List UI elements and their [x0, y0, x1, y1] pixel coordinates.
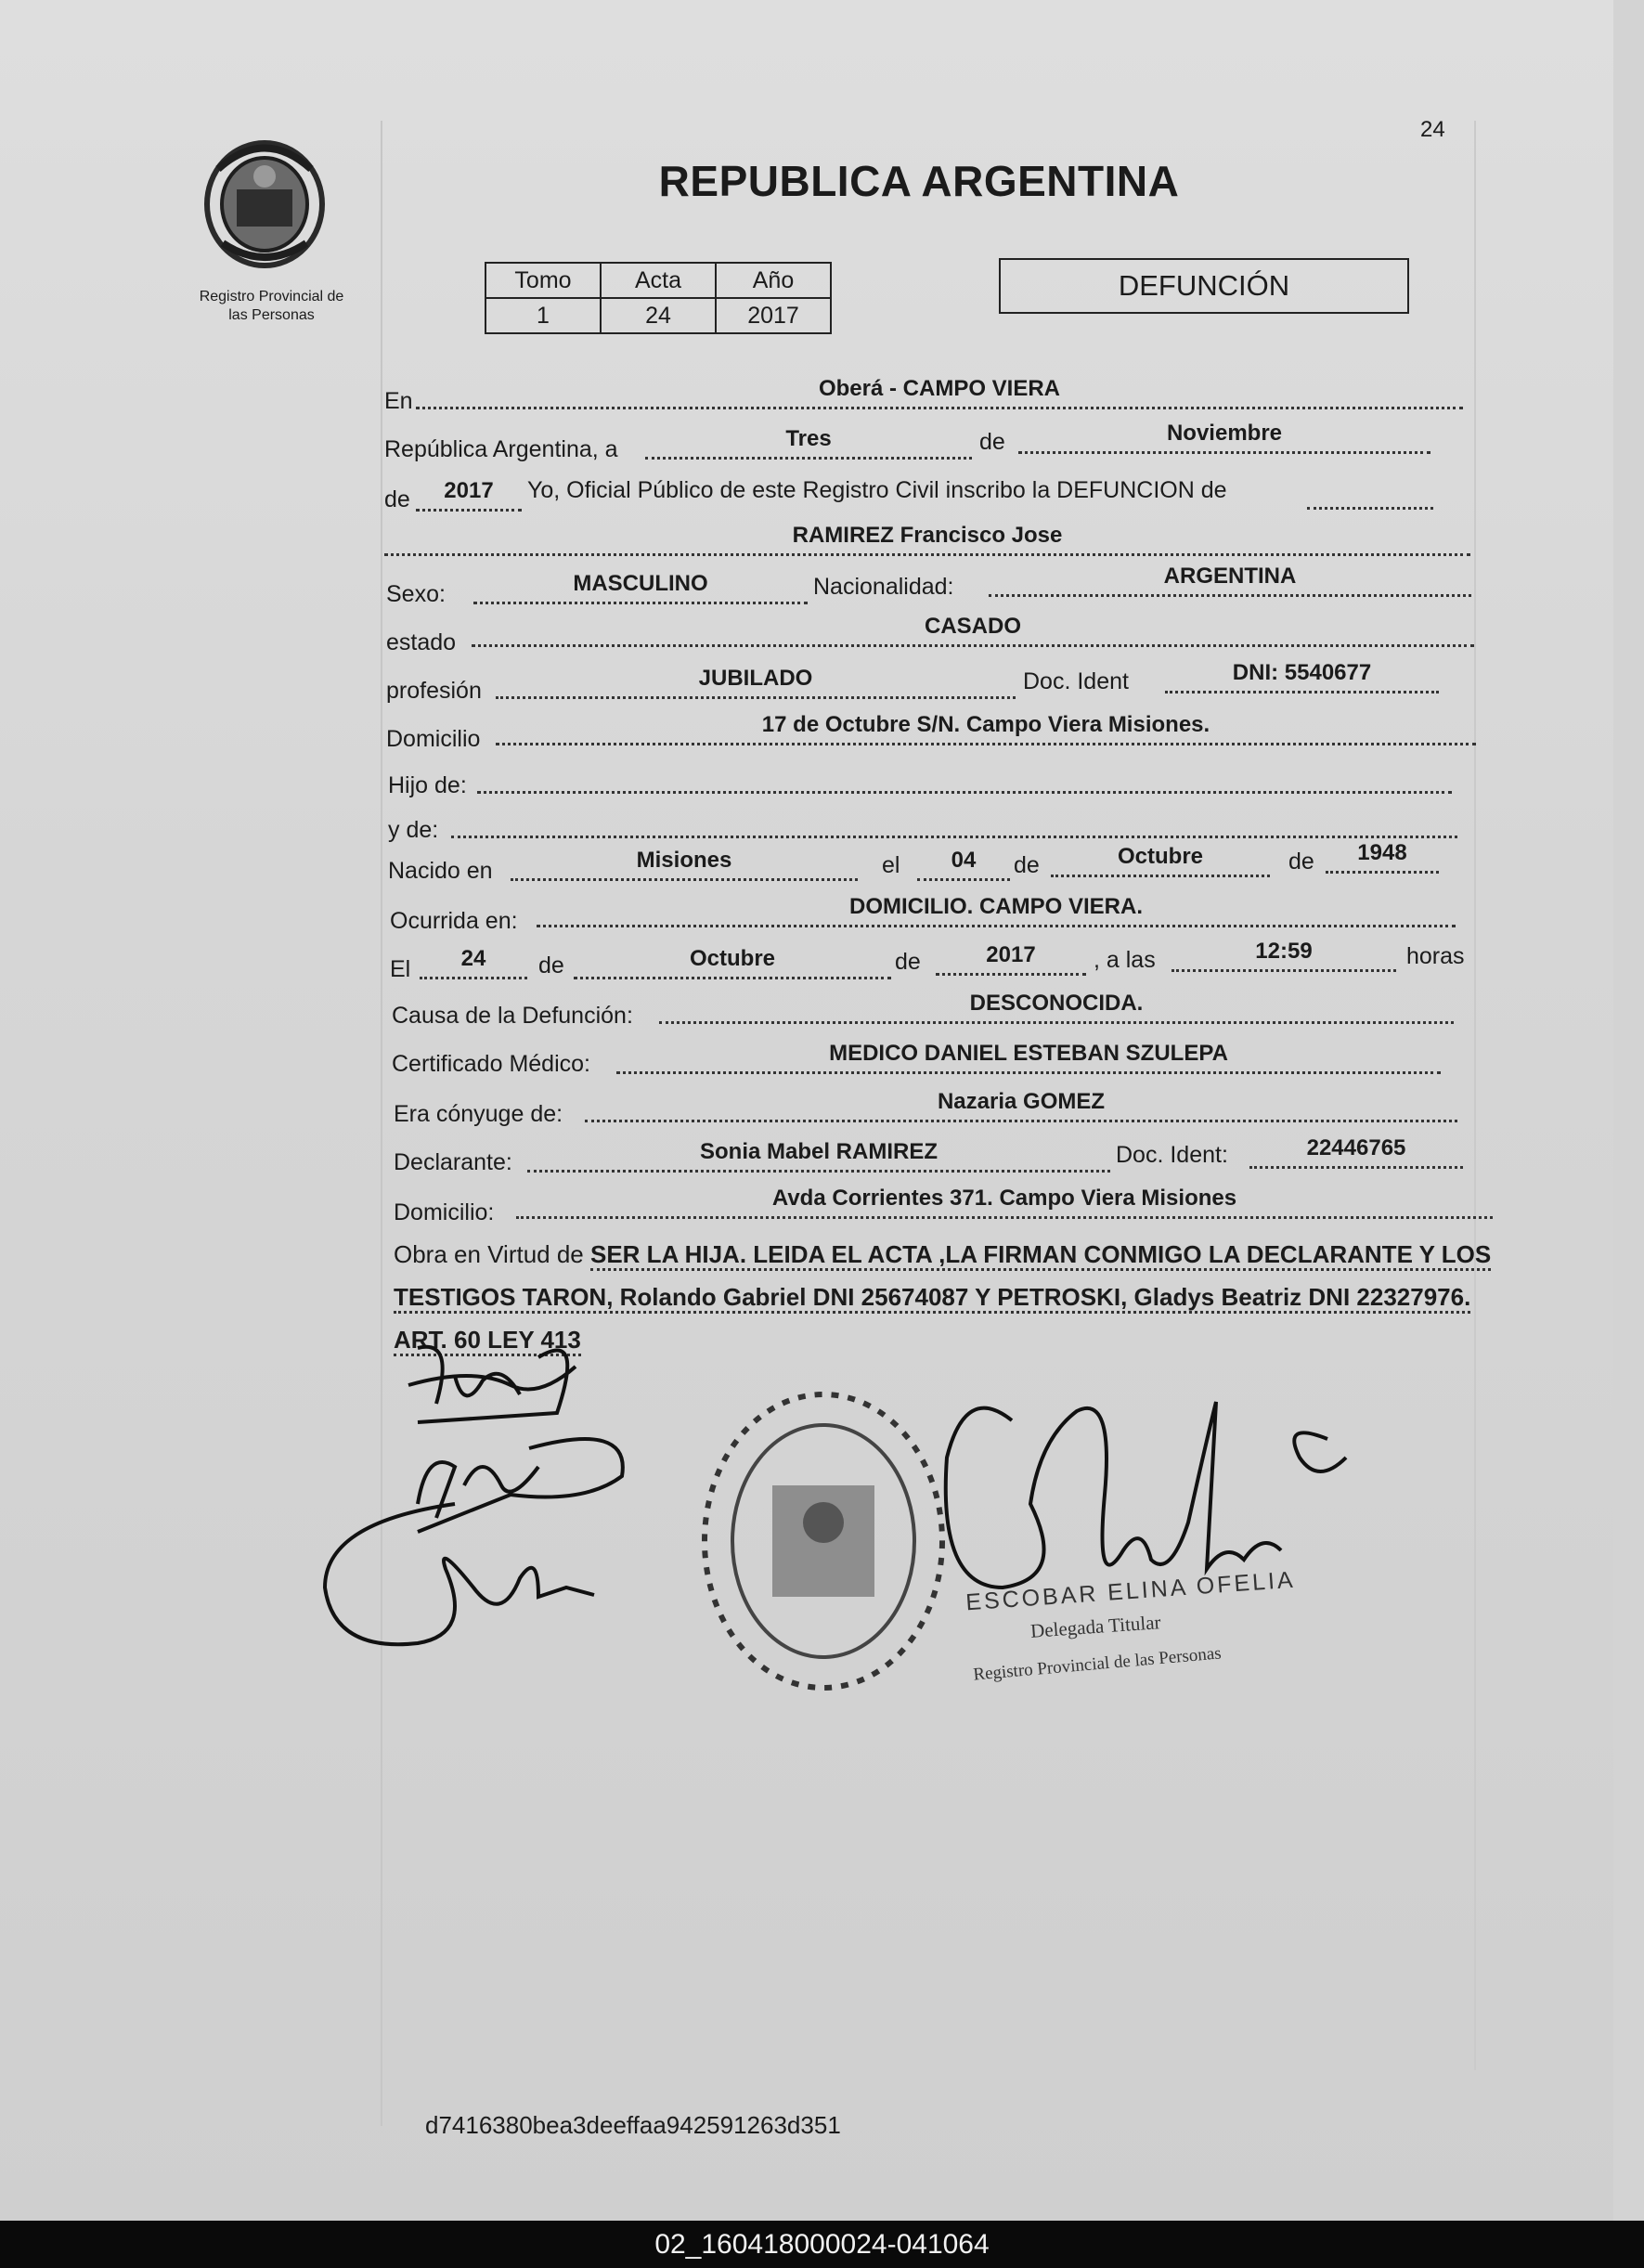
doc-ident-label: Doc. Ident — [1023, 668, 1129, 694]
registry-header: Tomo — [485, 263, 601, 298]
logo-caption-line2: las Personas — [228, 307, 315, 323]
causa-label: Causa de la Defunción: — [392, 1003, 633, 1029]
registry-header: Acta — [601, 263, 716, 298]
profesion-field: JUBILADO — [496, 665, 1016, 699]
horas-label: horas — [1406, 943, 1465, 969]
nacido-en-field: Misiones — [511, 847, 858, 881]
footer-id-bar: 02_160418000024-041064 — [0, 2221, 1644, 2268]
declarante-doc-field: 22446765 — [1249, 1134, 1463, 1169]
month-field: Noviembre — [1018, 420, 1430, 454]
ocurrida-en-label: Ocurrida en: — [390, 908, 518, 934]
margin-line — [381, 121, 382, 2126]
estado-field: CASADO — [472, 613, 1474, 647]
registry-header-row — [485, 263, 831, 298]
registry-value: 2017 — [716, 298, 831, 333]
de-label: de — [895, 949, 921, 975]
a-las-label: , a las — [1094, 947, 1156, 973]
death-month-field: Octubre — [574, 945, 891, 979]
document-hash: d7416380bea3deeffaa942591263d351 — [425, 2111, 841, 2139]
registry-header: Año — [716, 263, 831, 298]
logo-caption — [167, 288, 376, 325]
conyuge-label: Era cónyuge de: — [394, 1101, 563, 1127]
obra-text: SER LA HIJA. LEIDA EL ACTA ,LA FIRMAN CONMIGO LA DECLARANTE Y LOS TESTIGOS TARON, Rolando Gabriel DNI 25674087 Y PETROSKI, Gladys Beatriz DNI 22327976. ART. 60 LEY 413 — [394, 1240, 1491, 1356]
death-year-field: 2017 — [936, 941, 1086, 976]
conyuge-field: Nazaria GOMEZ — [585, 1088, 1457, 1122]
declarante-doc-label: Doc. Ident: — [1116, 1142, 1228, 1168]
place-field: Oberá - CAMPO VIERA — [416, 375, 1463, 409]
domicilio-label: Domicilio — [386, 726, 481, 752]
hijo-de-label: Hijo de: — [388, 772, 467, 798]
provincial-seal — [200, 132, 330, 271]
registry-value: 1 — [485, 298, 601, 333]
hijo-de-field — [477, 759, 1452, 794]
officer-blank-field — [1307, 475, 1433, 510]
domicilio-field: 17 de Octubre S/N. Campo Viera Misiones. — [496, 711, 1476, 745]
sexo-label: Sexo: — [386, 581, 446, 607]
registry-stamp — [689, 1383, 958, 1699]
el-label: El — [390, 956, 411, 982]
obra-label: Obra en Virtud de — [394, 1240, 584, 1268]
deceased-name-field: RAMIREZ Francisco Jose — [384, 522, 1470, 556]
time-field: 12:59 — [1172, 938, 1396, 972]
sexo-field: MASCULINO — [473, 570, 808, 604]
birth-month-field: Octubre — [1051, 843, 1270, 877]
death-day-field: 24 — [420, 945, 527, 979]
estado-label: estado — [386, 629, 457, 655]
en-label: En — [384, 388, 413, 414]
declarante-label: Declarante: — [394, 1149, 512, 1175]
declarante-domicilio-field: Avda Corrientes 371. Campo Viera Misiones — [516, 1185, 1493, 1219]
signature-witness-petroski — [316, 1485, 631, 1680]
nacionalidad-field: ARGENTINA — [989, 563, 1471, 597]
stamp-officer-role: Delegada Titular — [1029, 1611, 1162, 1642]
doc-ident-field: DNI: 5540677 — [1165, 659, 1439, 693]
page-number: 24 — [1420, 117, 1445, 142]
de-label: de — [384, 486, 410, 512]
stamp-office: Registro Provincial de las Personas — [972, 1643, 1223, 1685]
birth-day-field: 04 — [917, 847, 1010, 881]
de-label: de — [1014, 852, 1040, 878]
record-type-box: DEFUNCIÓN — [999, 258, 1409, 314]
declarante-domicilio-label: Domicilio: — [394, 1199, 495, 1225]
birth-year-field: 1948 — [1326, 839, 1439, 874]
el-label: el — [882, 852, 900, 878]
de-label: de — [1288, 849, 1314, 875]
stamp-officer-name: ESCOBAR ELINA OFELIA — [964, 1566, 1297, 1616]
signature-declarant — [399, 1329, 594, 1432]
day-word-field: Tres — [645, 425, 972, 460]
nacido-en-label: Nacido en — [388, 858, 493, 884]
y-de-field — [451, 804, 1457, 838]
registry-value: 24 — [601, 298, 716, 333]
margin-line-right — [1474, 121, 1476, 2070]
registry-table — [485, 262, 832, 334]
causa-field: DESCONOCIDA. — [659, 990, 1454, 1024]
de-label: de — [538, 953, 564, 978]
de-label: de — [979, 429, 1005, 455]
declarante-field: Sonia Mabel RAMIREZ — [527, 1138, 1110, 1173]
registry-value-row — [485, 298, 831, 333]
certificado-label: Certificado Médico: — [392, 1051, 590, 1077]
nacionalidad-label: Nacionalidad: — [813, 574, 954, 600]
year-field: 2017 — [416, 477, 522, 512]
officer-text: Yo, Oficial Público de este Registro Civil inscribo la DEFUNCION de — [527, 477, 1227, 503]
profesion-label: profesión — [386, 678, 482, 704]
certificado-field: MEDICO DANIEL ESTEBAN SZULEPA — [616, 1040, 1441, 1074]
page-title: REPUBLICA ARGENTINA — [658, 157, 1180, 205]
y-de-label: y de: — [388, 817, 439, 843]
republica-label: República Argentina, a — [384, 436, 618, 462]
ocurrida-en-field: DOMICILIO. CAMPO VIERA. — [537, 893, 1456, 927]
logo-caption-line1: Registro Provincial de — [199, 289, 344, 305]
